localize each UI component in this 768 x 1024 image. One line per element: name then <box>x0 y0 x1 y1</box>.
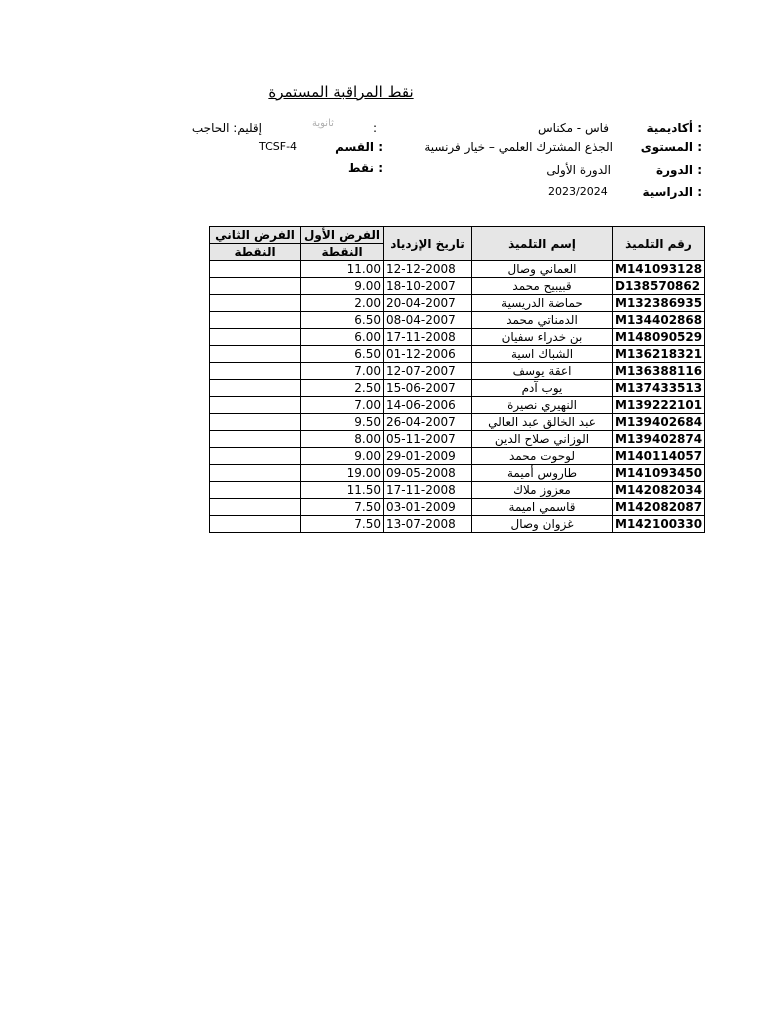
cell-grade2 <box>210 380 301 397</box>
cell-student-id: M136218321 <box>613 346 705 363</box>
table-row <box>210 448 705 465</box>
cell-student-name: قاسمي اميمة <box>472 499 613 516</box>
table-row <box>210 482 705 499</box>
cell-student-id: M142100330 <box>613 516 705 533</box>
table-row <box>210 261 705 278</box>
cell-student-id: M139222101 <box>613 397 705 414</box>
cell-grade1: 7.50 <box>301 499 384 516</box>
table-row <box>210 278 705 295</box>
cell-grade1: 7.50 <box>301 516 384 533</box>
cell-grade2 <box>210 516 301 533</box>
cell-student-name: العماني وصال <box>472 261 613 278</box>
cell-grade2 <box>210 363 301 380</box>
cell-grade1: 9.00 <box>301 448 384 465</box>
year-label: : الدراسية <box>642 185 702 199</box>
page-title: نقط المراقبة المستمرة <box>268 83 414 101</box>
academy-label: : أكاديمية <box>646 121 702 135</box>
header-name: إسم التلميذ <box>472 227 613 261</box>
table-row <box>210 397 705 414</box>
table-row <box>210 431 705 448</box>
cell-student-id: M142082034 <box>613 482 705 499</box>
cell-student-name: طاروس أميمة <box>472 465 613 482</box>
cell-birthdate: 01-12-2006 <box>384 346 472 363</box>
cell-birthdate: 26-04-2007 <box>384 414 472 431</box>
cell-grade2 <box>210 261 301 278</box>
cell-birthdate: 15-06-2007 <box>384 380 472 397</box>
cell-student-id: M139402874 <box>613 431 705 448</box>
cell-grade2 <box>210 346 301 363</box>
cell-birthdate: 14-06-2006 <box>384 397 472 414</box>
cell-birthdate: 05-11-2007 <box>384 431 472 448</box>
header-id: رقم التلميذ <box>613 227 705 261</box>
level-value: الجذع المشترك العلمي – خيار فرنسية <box>424 140 613 154</box>
table-row <box>210 380 705 397</box>
cell-birthdate: 20-04-2007 <box>384 295 472 312</box>
cell-student-id: M140114057 <box>613 448 705 465</box>
section-value: TCSF-4 <box>259 140 298 153</box>
cell-birthdate: 17-11-2008 <box>384 482 472 499</box>
table-row <box>210 465 705 482</box>
cell-student-id: M134402868 <box>613 312 705 329</box>
cell-grade1: 11.50 <box>301 482 384 499</box>
cell-student-name: بن خدراء سفيان <box>472 329 613 346</box>
header-grade1: النقطة <box>301 244 384 261</box>
cell-birthdate: 13-07-2008 <box>384 516 472 533</box>
cell-grade1: 7.00 <box>301 363 384 380</box>
cell-student-id: M142082087 <box>613 499 705 516</box>
cell-student-name: عبد الخالق عبد العالي <box>472 414 613 431</box>
cell-grade1: 11.00 <box>301 261 384 278</box>
table-row <box>210 312 705 329</box>
cell-grade2 <box>210 465 301 482</box>
cell-student-name: قبيبيح محمد <box>472 278 613 295</box>
cell-grade2 <box>210 397 301 414</box>
cell-grade2 <box>210 414 301 431</box>
region-colon: : <box>373 121 378 135</box>
cell-birthdate: 12-12-2008 <box>384 261 472 278</box>
cell-grade1: 2.50 <box>301 380 384 397</box>
cell-student-name: الوزاني صلاح الدين <box>472 431 613 448</box>
cell-grade2 <box>210 278 301 295</box>
level-label: : المستوى <box>640 140 702 154</box>
cell-grade1: 19.00 <box>301 465 384 482</box>
table-row <box>210 499 705 516</box>
cell-student-name: معزوز ملاك <box>472 482 613 499</box>
header-grade2: النقطة <box>210 244 301 261</box>
cell-grade1: 2.00 <box>301 295 384 312</box>
cell-grade2 <box>210 448 301 465</box>
grades-label: : نقط <box>348 161 383 175</box>
cell-grade2 <box>210 482 301 499</box>
table-row <box>210 329 705 346</box>
cell-birthdate: 03-01-2009 <box>384 499 472 516</box>
cell-student-id: M137433513 <box>613 380 705 397</box>
cell-grade2 <box>210 312 301 329</box>
cell-student-name: الدمناتي محمد <box>472 312 613 329</box>
table-row <box>210 516 705 533</box>
cell-grade1: 6.50 <box>301 346 384 363</box>
cell-student-name: النهيري نصيرة <box>472 397 613 414</box>
header-exam1: الفرض الأول <box>301 227 384 244</box>
cell-grade1: 9.00 <box>301 278 384 295</box>
academy-value: فاس - مكناس <box>538 121 609 135</box>
section-label: : القسم <box>335 140 383 154</box>
header-exam2: الفرض الثاني <box>210 227 301 244</box>
session-label: : الدورة <box>656 163 702 177</box>
region-value: إقليم: الحاجب <box>191 121 262 135</box>
cell-student-name: اعقة يوسف <box>472 363 613 380</box>
table-row <box>210 363 705 380</box>
cell-student-name: حماضة الدريسية <box>472 295 613 312</box>
cell-grade2 <box>210 329 301 346</box>
cell-grade2 <box>210 499 301 516</box>
cell-grade1: 9.50 <box>301 414 384 431</box>
cell-student-id: D138570862 <box>613 278 705 295</box>
cell-grade2 <box>210 295 301 312</box>
cell-birthdate: 17-11-2008 <box>384 329 472 346</box>
table-row <box>210 346 705 363</box>
cell-student-name: غزوان وصال <box>472 516 613 533</box>
cell-student-id: M136388116 <box>613 363 705 380</box>
cell-student-name: يوب آدم <box>472 380 613 397</box>
cell-birthdate: 12-07-2007 <box>384 363 472 380</box>
cell-student-name: لوحوت محمد <box>472 448 613 465</box>
cell-student-id: M141093450 <box>613 465 705 482</box>
year-value: 2023/2024 <box>548 185 608 198</box>
cell-birthdate: 09-05-2008 <box>384 465 472 482</box>
cell-grade1: 8.00 <box>301 431 384 448</box>
cell-student-id: M148090529 <box>613 329 705 346</box>
cell-birthdate: 29-01-2009 <box>384 448 472 465</box>
cell-student-id: M141093128 <box>613 261 705 278</box>
cell-student-id: M132386935 <box>613 295 705 312</box>
cell-student-name: الشباك اسية <box>472 346 613 363</box>
cell-student-id: M139402684 <box>613 414 705 431</box>
header-birth: تاريخ الإزدياد <box>384 227 472 261</box>
cell-birthdate: 18-10-2007 <box>384 278 472 295</box>
cell-grade1: 7.00 <box>301 397 384 414</box>
cell-grade2 <box>210 431 301 448</box>
region-blurred: ثانوية <box>312 118 334 129</box>
session-value: الدورة الأولى <box>546 163 611 177</box>
cell-grade1: 6.00 <box>301 329 384 346</box>
cell-birthdate: 08-04-2007 <box>384 312 472 329</box>
grades-table <box>209 226 705 533</box>
cell-grade1: 6.50 <box>301 312 384 329</box>
table-row <box>210 414 705 431</box>
table-row <box>210 295 705 312</box>
